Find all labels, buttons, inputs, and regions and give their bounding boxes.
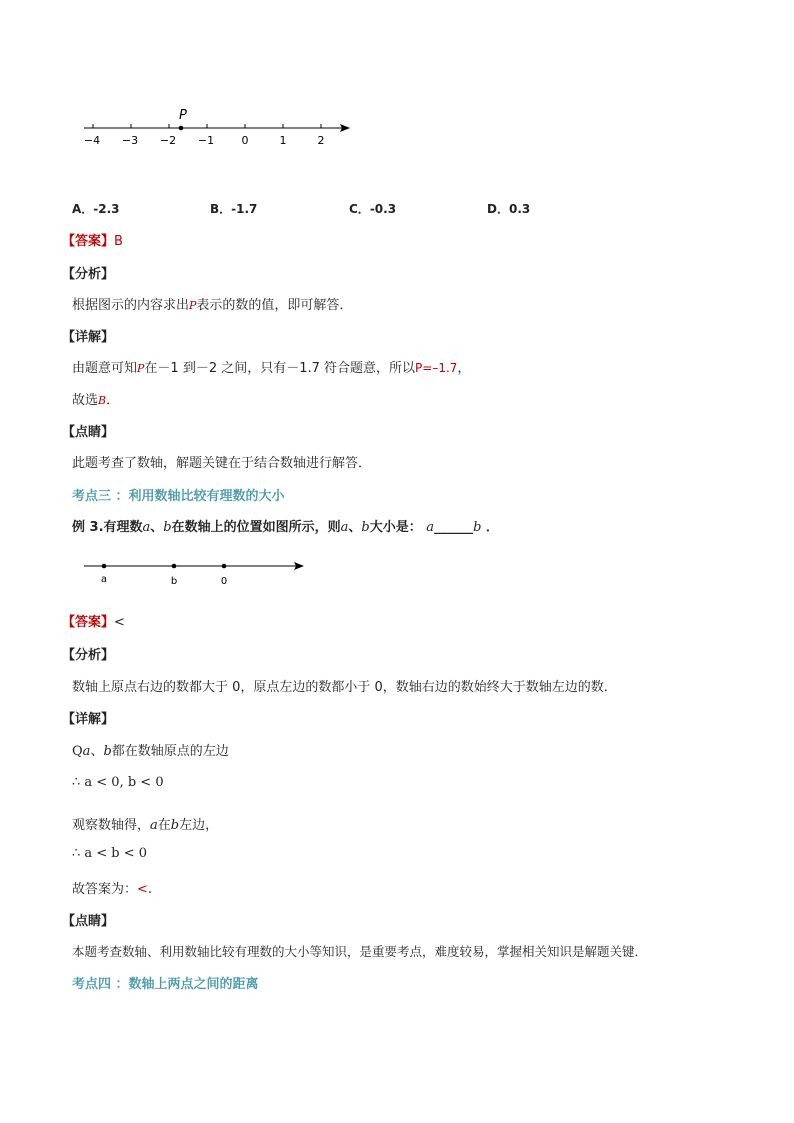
detail-text-1b: 故选B． (72, 393, 120, 408)
detail-tag-2: 【详解】 (62, 712, 115, 727)
number-line-p (80, 100, 360, 155)
section-title-3: 考点三 ：利用数轴比较有理数的大小 (72, 489, 285, 504)
analysis-text-1: 根据图示的内容求出P表示的数的值，即可解答． (72, 298, 353, 313)
section-title-4: 考点四 ：数轴上两点之间的距离 (72, 977, 259, 992)
answer-line-2: 【答案】< (62, 615, 125, 630)
point-origin (222, 564, 227, 569)
detail-text-1: 由题意可知P在－1 到－2 之间，只有－1.7 符合题意，所以P=–1.7， (72, 361, 471, 376)
tick-label: 1 (279, 134, 287, 147)
analysis-text-2: 数轴上原点右边的数都大于 0，原点左边的数都小于 0，数轴右边的数始终大于数轴左边的数． (72, 680, 617, 695)
point-p-label: P (179, 108, 187, 123)
detail-text-2c: 观察数轴得，a在b左边， (72, 818, 219, 833)
option-c: C．-0.3 (349, 202, 397, 216)
point-b (172, 564, 177, 569)
option-d: D．0.3 (487, 202, 531, 216)
comment-tag-1: 【点睛】 (62, 425, 115, 440)
tick-label: −3 (121, 134, 139, 147)
detail-text-2b: ∴ a < 0, b < 0 (72, 775, 164, 790)
option-b: B．-1.7 (210, 202, 258, 216)
point-p (179, 126, 184, 131)
point-a (102, 564, 107, 569)
analysis-tag-2: 【分析】 (62, 648, 115, 663)
detail-text-2a: Qa、b都在数轴原点的左边 (72, 744, 229, 759)
comment-text-1: 此题考查了数轴，解题关键在于结合数轴进行解答． (72, 456, 372, 471)
comment-tag-2: 【点睛】 (62, 914, 115, 929)
answer-line-1: 【答案】B (62, 234, 123, 249)
analysis-tag-1: 【分析】 (62, 267, 115, 282)
tick-label: −4 (83, 134, 101, 147)
number-line-ab (80, 556, 310, 592)
option-a: A．-2.3 (72, 202, 120, 216)
tick-label: −2 (159, 134, 177, 147)
point-b-label: b (170, 576, 178, 587)
detail-text-2e: 故答案为：<. (72, 882, 153, 897)
detail-text-2d: ∴ a < b < 0 (72, 846, 148, 861)
detail-tag-1: 【详解】 (62, 330, 115, 345)
tick-label: 0 (241, 134, 249, 147)
example-3: 例 3.有理数a、b在数轴上的位置如图所示，则a、b大小是： a______b ． (72, 520, 499, 535)
point-a-label: a (100, 574, 108, 585)
origin-label: 0 (220, 576, 228, 587)
tick-label: −1 (197, 134, 215, 147)
tick-label: 2 (317, 134, 325, 147)
comment-text-2: 本题考查数轴、利用数轴比较有理数的大小等知识，是重要考点，难度较易，掌握相关知识是解题关键． (72, 944, 648, 959)
